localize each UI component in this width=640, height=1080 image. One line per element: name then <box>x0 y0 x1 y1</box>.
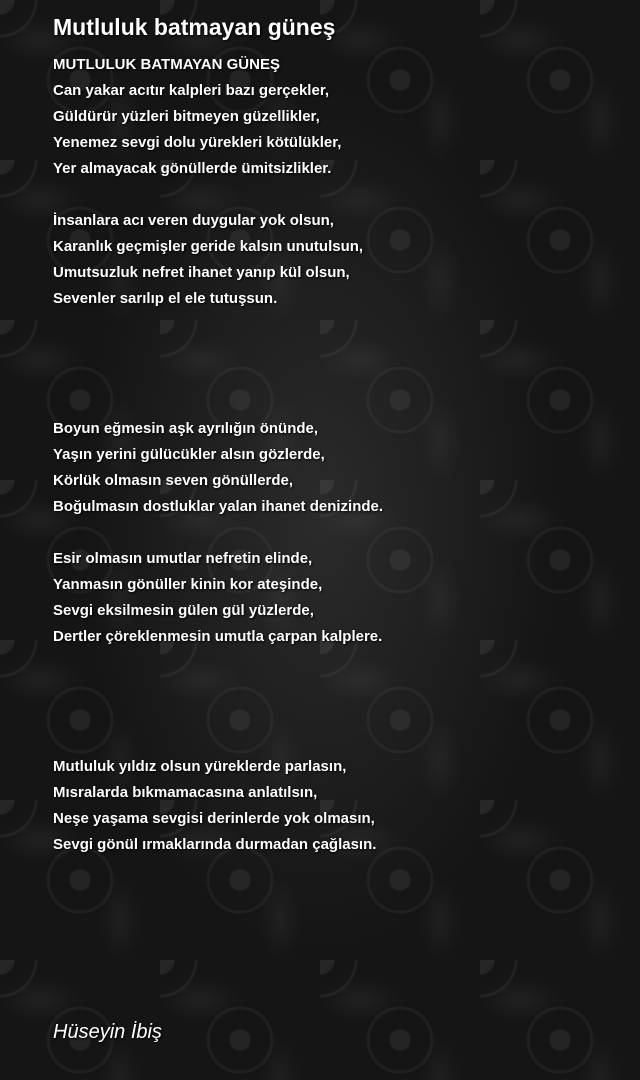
poem-line: Sevgi eksilmesin gülen gül yüzlerde, <box>53 602 314 619</box>
poem-line: Yer almayacak gönüllerde ümitsizlikler. <box>53 160 332 177</box>
poem-line: Boyun eğmesin aşk ayrılığın önünde, <box>53 420 319 437</box>
poem-line: Mısralarda bıkmamacasına anlatılsın, <box>53 784 318 801</box>
poem-line: Esir olmasın umutlar nefretin elinde, <box>53 550 313 567</box>
stanza-spacer <box>53 182 613 208</box>
stanza-spacer <box>53 520 613 546</box>
poem-line: Mutluluk yıldız olsun yüreklerde parlasın, <box>53 758 347 775</box>
poem-line: Güldürür yüzleri bitmeyen güzellikler, <box>53 108 320 125</box>
stanza-4 <box>53 546 613 650</box>
poem-line: Karanlık geçmişler geride kalsın unutulsun, <box>53 238 364 255</box>
poem-line: Sevenler sarılıp el ele tutuşsun. <box>53 290 278 307</box>
poem-line: İnsanlara acı veren duygular yok olsun, <box>53 212 334 229</box>
poem-heading: MUTLULUK BATMAYAN GÜNEŞ <box>53 56 280 73</box>
stanza-5 <box>53 754 613 858</box>
poem-line: Yenemez sevgi dolu yürekleri kötülükler, <box>53 134 342 151</box>
poem-line: Neşe yaşama sevgisi derinlerde yok olmasın, <box>53 810 375 827</box>
stanza-2 <box>53 208 613 312</box>
poem-line: Can yakar acıtır kalpleri bazı gerçekler, <box>53 82 329 99</box>
poem-body <box>53 52 613 858</box>
poem-line: Körlük olmasın seven gönüllerde, <box>53 472 294 489</box>
stanza-3 <box>53 416 613 520</box>
poem-line: Umutsuzluk nefret ihanet yanıp kül olsun, <box>53 264 350 281</box>
poem-title: Mutluluk batmayan güneş <box>53 14 336 40</box>
stanza-spacer <box>53 312 613 416</box>
poem-line: Boğulmasın dostluklar yalan ihanet denizinde. <box>53 498 384 515</box>
poem-line: Sevgi gönül ırmaklarında durmadan çağlasın. <box>53 836 377 853</box>
poem-line: Yanmasın gönüller kinin kor ateşinde, <box>53 576 323 593</box>
poem-line: Yaşın yerini gülücükler alsın gözlerde, <box>53 446 325 463</box>
poem-author: Hüseyin İbiş <box>53 1021 162 1043</box>
stanza-spacer <box>53 650 613 754</box>
poem-line: Dertler çöreklenmesin umutla çarpan kalplere. <box>53 628 383 645</box>
stanza-1 <box>53 78 613 182</box>
